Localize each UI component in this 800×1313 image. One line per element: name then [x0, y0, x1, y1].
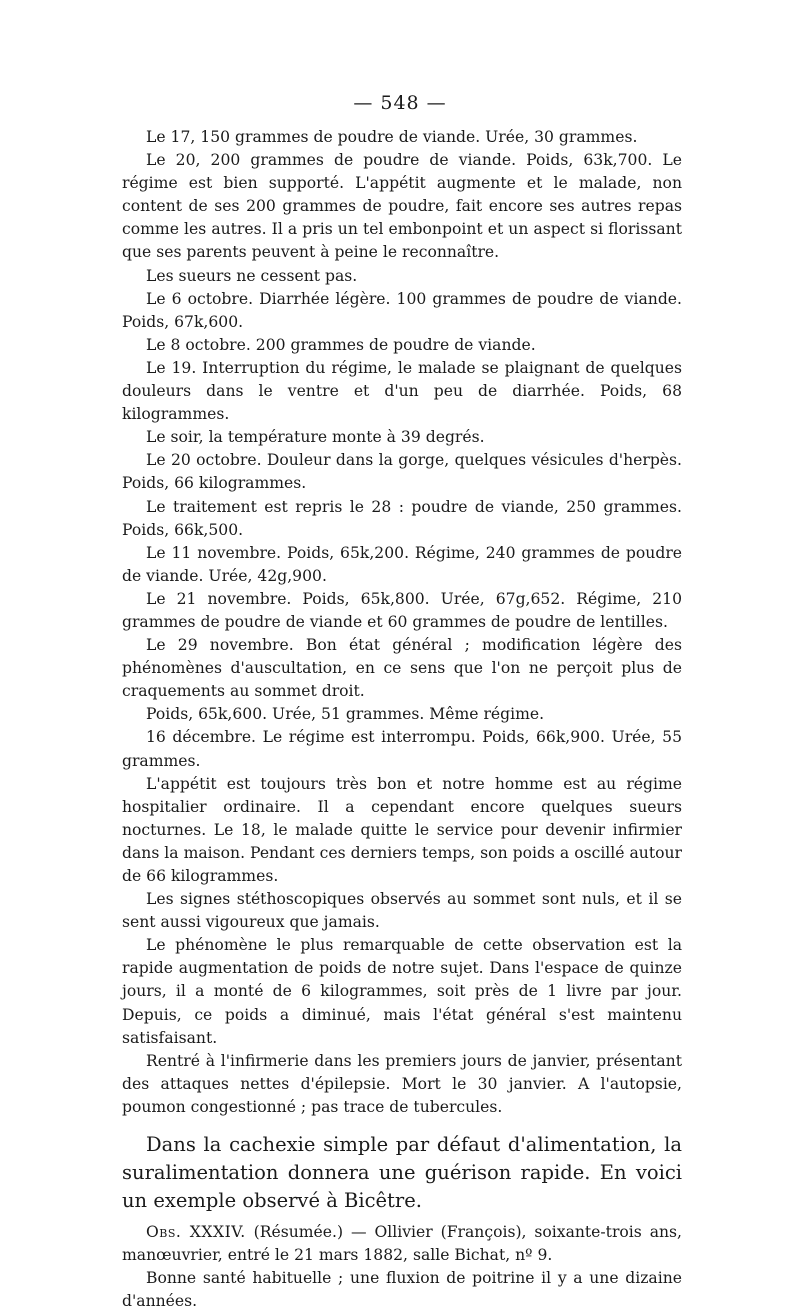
- paragraph: Bonne santé habituelle ; une fluxion de poitrine il y a une dizaine d'années.: [122, 1269, 682, 1311]
- paragraph: Le 19. Interruption du régime, le malade se plaignant de quelques douleurs dans le ventre et d'un peu de diarrhée. Poids, 68 kilogrammes.: [122, 358, 682, 424]
- paragraph: 16 décembre. Le régime est interrompu. Poids, 66k,900. Urée, 55 grammes.: [122, 728, 682, 770]
- paragraph: Le phénomène le plus remarquable de cette observation est la rapide augmentation de poids de notre sujet. Dans l'espace de quinze jours, il a monté de 6 kilogrammes, soit près de 1 livre par jour. Depuis, ce poids a diminué, mais l'état général s'est maintenu satisfaisant.: [122, 936, 682, 1047]
- paragraph: Rentré à l'infirmerie dans les premiers jours de janvier, présentant des attaques nettes d'épilepsie. Mort le 30 janvier. A l'autopsie, poumon congestionné ; pas trace de tubercules.: [122, 1051, 682, 1116]
- paragraph: Le 20, 200 grammes de poudre de viande. Poids, 63k,700. Le régime est bien supporté. L'appétit augmente et le malade, non content de ses 200 grammes de poudre, fait encore ses autres repas comme les autres. Il a pris un tel embonpoint et un aspect si florissant que ses parents peuvent à peine le reconnaître.: [122, 151, 682, 262]
- paragraph: Le 29 novembre. Bon état général ; modification légère des phénomènes d'auscultation, en ce sens que l'on ne perçoit plus de craquements au sommet droit.: [122, 636, 682, 701]
- observation-label: Obs. XXXIV.: [146, 1223, 246, 1242]
- paragraph: Le 21 novembre. Poids, 65k,800. Urée, 67g,652. Régime, 210 grammes de poudre de viande et 60 grammes de poudre de lentilles.: [122, 589, 682, 631]
- paragraph: L'appétit est toujours très bon et notre homme est au régime hospitalier ordinaire. Il a cependant encore quelques sueurs nocturnes. Le 18, le malade quitte le service pour devenir infirmier dans la maison. Pendant ces derniers temps, son poids a oscillé autour de 66 kilogrammes.: [122, 774, 682, 885]
- page-number: — 548 —: [353, 92, 447, 114]
- observation-heading: [122, 1221, 682, 1267]
- paragraph: Le 20 octobre. Douleur dans la gorge, quelques vésicules d'herpès. Poids, 66 kilogrammes.: [122, 451, 682, 493]
- paragraph: Le traitement est repris le 28 : poudre de viande, 250 grammes. Poids, 66k,500.: [122, 497, 682, 539]
- paragraph: Le soir, la température monte à 39 degrés.: [146, 428, 485, 447]
- paragraph: Le 8 octobre. 200 grammes de poudre de viande.: [146, 335, 536, 354]
- paragraph: Le 6 octobre. Diarrhée légère. 100 grammes de poudre de viande. Poids, 67k,600.: [122, 289, 682, 331]
- section-intro: Dans la cachexie simple par défaut d'alimentation, la suralimentation donnera une guérison rapide. En voici un exemple observé à Bicêtre.: [122, 1133, 682, 1213]
- paragraph: Le 17, 150 grammes de poudre de viande. Urée, 30 grammes.: [146, 128, 638, 146]
- observation-text: (Résumée.) — Ollivier (François), soixante-trois ans, manœuvrier, entré le 21 mars 1882, salle Bichat, nº 9.: [122, 1223, 683, 1265]
- paragraph: Poids, 65k,600. Urée, 51 grammes. Même régime.: [146, 705, 545, 724]
- paragraph: Les sueurs ne cessent pas.: [146, 266, 358, 285]
- paragraph: Le 11 novembre. Poids, 65k,200. Régime, 240 grammes de poudre de viande. Urée, 42g,900.: [122, 543, 682, 585]
- page-body: [122, 126, 682, 1313]
- paragraph: Les signes stéthoscopiques observés au sommet sont nuls, et il se sent aussi vigoureux que jamais.: [122, 890, 682, 932]
